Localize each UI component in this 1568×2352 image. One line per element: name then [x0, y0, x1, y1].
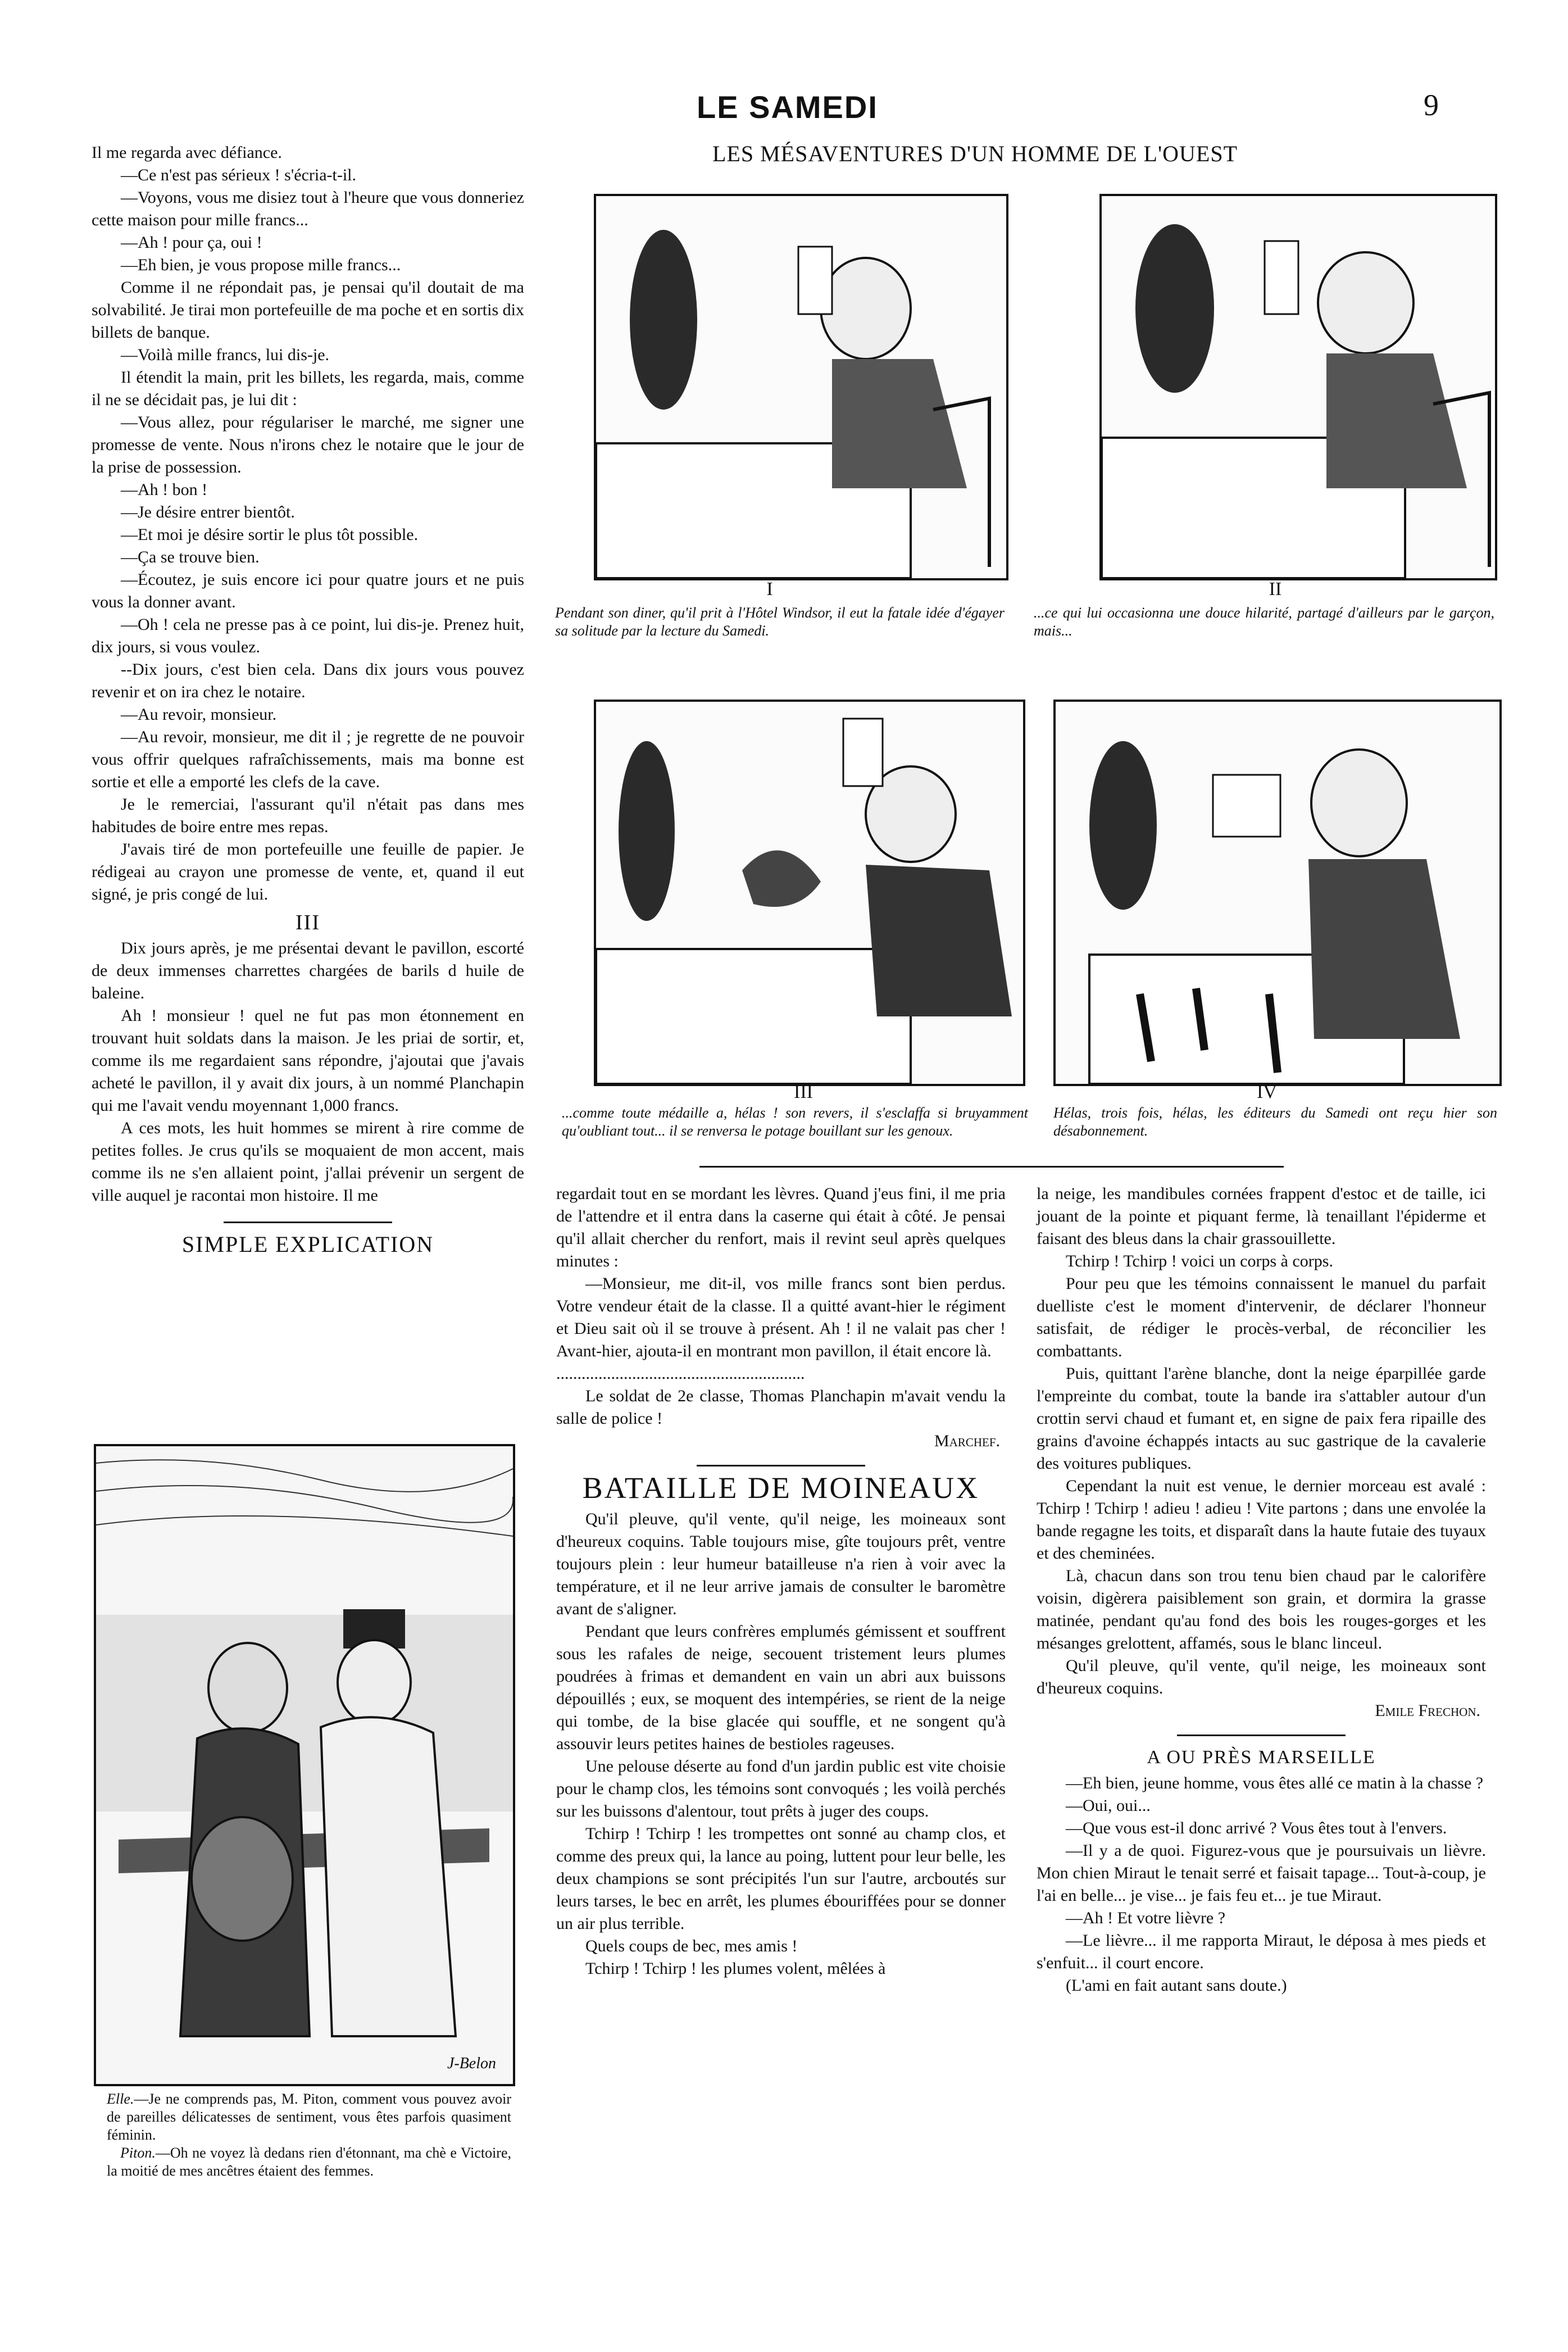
diner-head [1311, 750, 1407, 856]
artist-signature: J-Belon [447, 2055, 496, 2072]
newspaper [843, 719, 883, 786]
masthead-title: LE SAMEDI [697, 89, 878, 125]
diner-body [1308, 859, 1460, 1039]
paragraph: —Je désire entrer bientôt. [121, 503, 295, 521]
paragraph: —Écoutez, je suis encore ici pour quatre jours et ne puis vous la donner avant. [92, 570, 524, 611]
bataille-heading: BATAILLE DE MOINEAUX [582, 1471, 980, 1505]
paragraph: --Dix jours, c'est bien cela. Dans dix jours vous pouvez revenir et on ira chez le notaire. [92, 660, 524, 701]
signature-frechon: Emile Frechon. [1375, 1701, 1480, 1720]
paragraph: —Ça se trouve bien. [121, 548, 260, 566]
paragraph: Pendant que leurs confrères emplumés gémissent et souffrent sous les rafales de neige, secouent tristement leurs plumes poudrées à frimas et demandent en vain un abri aux buissons dépouillés ; eux, se moquent des intempéries, se rient de la neige qui tombe, de la bise glacée qui souffle, et ne songent qu'à assouvir leurs petites haines de bestioles rageuses. [556, 1622, 1006, 1753]
comic-heading: LES MÉSAVENTURES D'UN HOMME DE L'OUEST [712, 141, 1238, 166]
waiter-figure [1135, 224, 1214, 393]
waiter-figure [630, 230, 697, 410]
diner-head [821, 258, 911, 359]
paragraph: —Au revoir, monsieur. [121, 705, 277, 724]
paragraph: —Au revoir, monsieur, me dit il ; je regrette de ne pouvoir vous offrir quelques rafraîchissements, mais ma bonne est sortie et elle a emporté les clefs de la cave. [92, 728, 524, 791]
newspaper [1213, 775, 1280, 837]
spilled-soup [742, 850, 821, 907]
paragraph: regardait tout en se mordant les lèvres. Quand j'eus fini, il me pria de l'attendre et il entra dans la caserne qui était à côté. Je pensai qu'il allait chercher du renfort, mais il revint seul après quelques minutes : [556, 1184, 1006, 1270]
diner-body [832, 359, 967, 488]
comic-panel-2 [1099, 194, 1497, 580]
diner-body [1326, 353, 1467, 488]
comic-panel-1 [594, 194, 1008, 580]
paragraph: Puis, quittant l'arène blanche, dont la neige éparpillée garde l'empreinte du combat, toute la bande ira s'attabler autour d'un crottin servi chaud et fumant et, en signe de paix fera ripaille des grains d'avoine échappés intacts au suc gastrique de la cavalerie des voitures publiques. [1037, 1364, 1486, 1473]
panel-numeral-1: I [766, 579, 773, 600]
column-2-text [556, 1183, 1006, 1980]
paragraph: —Que vous est-il donc arrivé ? Vous êtes tout à l'envers. [1066, 1819, 1447, 1837]
paragraph: Là, chacun dans son trou tenu bien chaud par le calorifère voisin, digèrera paisiblement son grain, et dormira la grasse matinée, pendant qu'au fond des bois les rouges-gorges et les mésanges grelottent, affamés, sous le blanc linceul. [1037, 1567, 1486, 1652]
comic-bottom-rule [699, 1166, 1284, 1168]
paragraph: —Eh bien, je vous propose mille francs... [121, 256, 401, 274]
caption-line: Piton.—Oh ne voyez là dedans rien d'étonnant, ma chè e Victoire, la moitié de mes ancêtres étaient des femmes. [107, 2145, 511, 2179]
paragraph: Tchirp ! Tchirp ! les plumes volent, mêlées à [585, 1959, 886, 1978]
paragraph: —Ah ! pour ça, oui ! [121, 233, 262, 252]
paragraph: —Ce n'est pas sérieux ! s'écria-t-il. [121, 166, 357, 184]
simple-explication-illustration [94, 1444, 515, 2086]
waiter-figure [1089, 741, 1157, 910]
column-3-text [1037, 1183, 1486, 1997]
paragraph: Dix jours après, je me présentai devant le pavillon, escorté de deux immenses charrettes chargées de barils d huile de baleine. [92, 939, 524, 1002]
paragraph: Ah ! monsieur ! quel ne fut pas mon étonnement en trouvant huit soldats dans la maison. Je les priai de sortir, et, comme ils me regardaient sans répondre, j'ajoutai que j'avais acheté le pavillon, il y avait dix jours, à un nommé Planchapin qui me l'avait vendu moyennant 1,000 francs. [92, 1006, 524, 1115]
simple-explication-heading: SIMPLE EXPLICATION [181, 1232, 434, 1257]
paragraph: Il étendit la main, prit les billets, les regarda, mais, comme il ne se décidait pas, je lui dit : [92, 368, 524, 409]
foliage-hatching [96, 1460, 513, 1536]
ellipsis-line: ........................................................... [556, 1364, 805, 1383]
paragraph: Quels coups de bec, mes amis ! [585, 1937, 798, 1955]
section-divider [224, 1222, 392, 1223]
paragraph: —Eh bien, jeune homme, vous êtes allé ce matin à la chasse ? [1066, 1774, 1484, 1792]
paragraph: Tchirp ! Tchirp ! les trompettes ont sonné au champ clos, et comme des preux qui, la lance au poing, luttent pour leur belle, les deux champions se sont précipités l'un sur l'autre, arcboutés sur leurs tarses, le bec en arrêt, les plumes ébouriffées pour se donner un air plus terrible. [556, 1824, 1006, 1933]
panel-caption-3: ...comme toute médaille a, hélas ! son revers, il s'esclaffa si bruyamment qu'oubliant tout... il se renversa le potage bouillant sur les genoux. [562, 1105, 1028, 1139]
paragraph: (L'ami en fait autant sans doute.) [1066, 1976, 1287, 1995]
caption-line: Elle.—Je ne comprends pas, M. Piton, comment vous pouvez avoir de pareilles délicatesses de sentiment, vous êtes parfois quasiment féminin. [107, 2091, 511, 2143]
newspaper [798, 247, 832, 314]
panel-numeral-3: III [794, 1082, 813, 1102]
paragraph: —Vous allez, pour régulariser le marché, me signer une promesse de vente. Nous n'irons chez le notaire que le jour de la prise de possession. [92, 413, 524, 476]
comic-panel-4 [1053, 700, 1502, 1086]
marseille-heading: A OU PRÈS MARSEILLE [1147, 1747, 1376, 1768]
paragraph: —Oui, oui... [1066, 1796, 1151, 1815]
paragraph: la neige, les mandibules cornées frappent d'estoc et de taille, ici jouant de la pointe et piquant ferme, là tenaillant l'épiderme et faisant des bleus dans la chair grassouillette. [1037, 1184, 1486, 1248]
paragraph: —Et moi je désire sortir le plus tôt possible. [121, 525, 419, 544]
newspaper [1265, 241, 1298, 314]
panel-numeral-4: IV [1257, 1082, 1277, 1102]
waiter-figure [619, 741, 675, 921]
paragraph: —Le lièvre... il me rapporta Miraut, le déposa à mes pieds et s'enfuit... il court encore. [1037, 1931, 1486, 1972]
diner-head [1318, 252, 1414, 353]
panel-caption-2: ...ce qui lui occasionna une douce hilarité, partagé d'ailleurs par le garçon, mais... [1034, 605, 1494, 639]
paragraph: J'avais tiré de mon portefeuille une feuille de papier. Je rédigeai au crayon une promesse de vente, et, quand il eut signé, je pris congé de lui. [92, 840, 524, 903]
paragraph: A ces mots, les huit hommes se mirent à rire comme de petites folles. Je crus qu'ils se moquaient de mon accent, mais comme ils ne s'en allaient point, j'allai prévenir un sergent de ville auquel je racontai mon histoire. Il me [92, 1119, 524, 1205]
diner-body [866, 865, 1012, 1016]
wall-background [96, 1615, 513, 1811]
column-1-text [92, 142, 524, 1259]
section-divider [1177, 1735, 1346, 1736]
paragraph: —Ah ! bon ! [121, 480, 208, 499]
section-numeral: III [296, 911, 320, 934]
comic-panel-3 [594, 700, 1025, 1086]
paragraph: —Voilà mille francs, lui dis-je. [121, 346, 330, 364]
paragraph: —Ah ! Et votre lièvre ? [1066, 1909, 1226, 1927]
paragraph: Je le remerciai, l'assurant qu'il n'était pas dans mes habitudes de boire entre mes repas. [92, 795, 524, 836]
paragraph: Tchirp ! Tchirp ! voici un corps à corps. [1066, 1252, 1333, 1270]
paragraph: Le soldat de 2e classe, Thomas Planchapin m'avait vendu la salle de police ! [556, 1387, 1006, 1428]
tablecloth [596, 949, 911, 1084]
paragraph: Comme il ne répondait pas, je pensai qu'il doutait de ma solvabilité. Je tirai mon portefeuille de ma poche et en sortis dix billets de banque. [92, 278, 524, 342]
paragraph: Pour peu que les témoins connaissent le manuel du parfait duelliste c'est le moment d'intervenir, de déclarer l'honneur satisfait, de rédiger le procès-verbal, de réconcilier les combattants. [1037, 1274, 1486, 1360]
paragraph: —Il y a de quoi. Figurez-vous que je poursuivais un lièvre. Mon chien Miraut le tenait serré et faisait tapage... Tout-à-coup, je l'ai en belle... je vise... je fais feu et... je tue Miraut. [1037, 1841, 1486, 1905]
paragraph: Une pelouse déserte au fond d'un jardin public est vite choisie pour le champ clos, les témoins sont convoqués ; les voilà perchés sur les buissons d'alentour, tout prêts à juger des coups. [556, 1757, 1006, 1820]
paragraph: —Monsieur, me dit-il, vos mille francs sont bien perdus. Votre vendeur était de la classe. Il a quitté avant-hier le régiment et Dieu sait où il se trouve à présent. Ah ! il ne valait pas cher ! Avant-hier, ajouta-il en montrant mon pavillon, il était encore là. [556, 1274, 1006, 1360]
section-divider [697, 1465, 865, 1466]
panel-caption-4: Hélas, trois fois, hélas, les éditeurs du Samedi ont reçu hier son désabonnement. [1053, 1105, 1497, 1139]
paragraph: Cependant la nuit est venue, le dernier morceau est avalé : Tchirp ! Tchirp ! adieu ! adieu ! Vite partons ; dans une envolée la bande regagne les toits, et disparaît dans la haute futaie des tuyaux et des cheminées. [1037, 1477, 1486, 1563]
paragraph: Il me regarda avec défiance. [92, 143, 282, 162]
simple-explication-caption [107, 2090, 511, 2180]
paragraph: Qu'il pleuve, qu'il vente, qu'il neige, les moineaux sont d'heureux coquins. Table toujours mise, gîte toujours prêt, ventre toujours plein : leur humeur batailleuse n'a rien à voir avec la température, et il ne leur arrive jamais de consulter le baromètre avant de s'aligner. [556, 1510, 1006, 1618]
page-number: 9 [1424, 88, 1439, 122]
signature-marchef: Marchef. [934, 1432, 1000, 1450]
panel-numeral-2: II [1269, 579, 1282, 600]
paragraph: Qu'il pleuve, qu'il vente, qu'il neige, les moineaux sont d'heureux coquins. [1037, 1656, 1486, 1697]
paragraph: —Voyons, vous me disiez tout à l'heure que vous donneriez cette maison pour mille francs... [92, 188, 524, 229]
paragraph: —Oh ! cela ne presse pas à ce point, lui dis-je. Prenez huit, dix jours, si vous voulez. [92, 615, 524, 656]
panel-caption-1: Pendant son diner, qu'il prit à l'Hôtel Windsor, il eut la fatale idée d'égayer sa solitude par la lecture du Samedi. [555, 605, 1005, 639]
